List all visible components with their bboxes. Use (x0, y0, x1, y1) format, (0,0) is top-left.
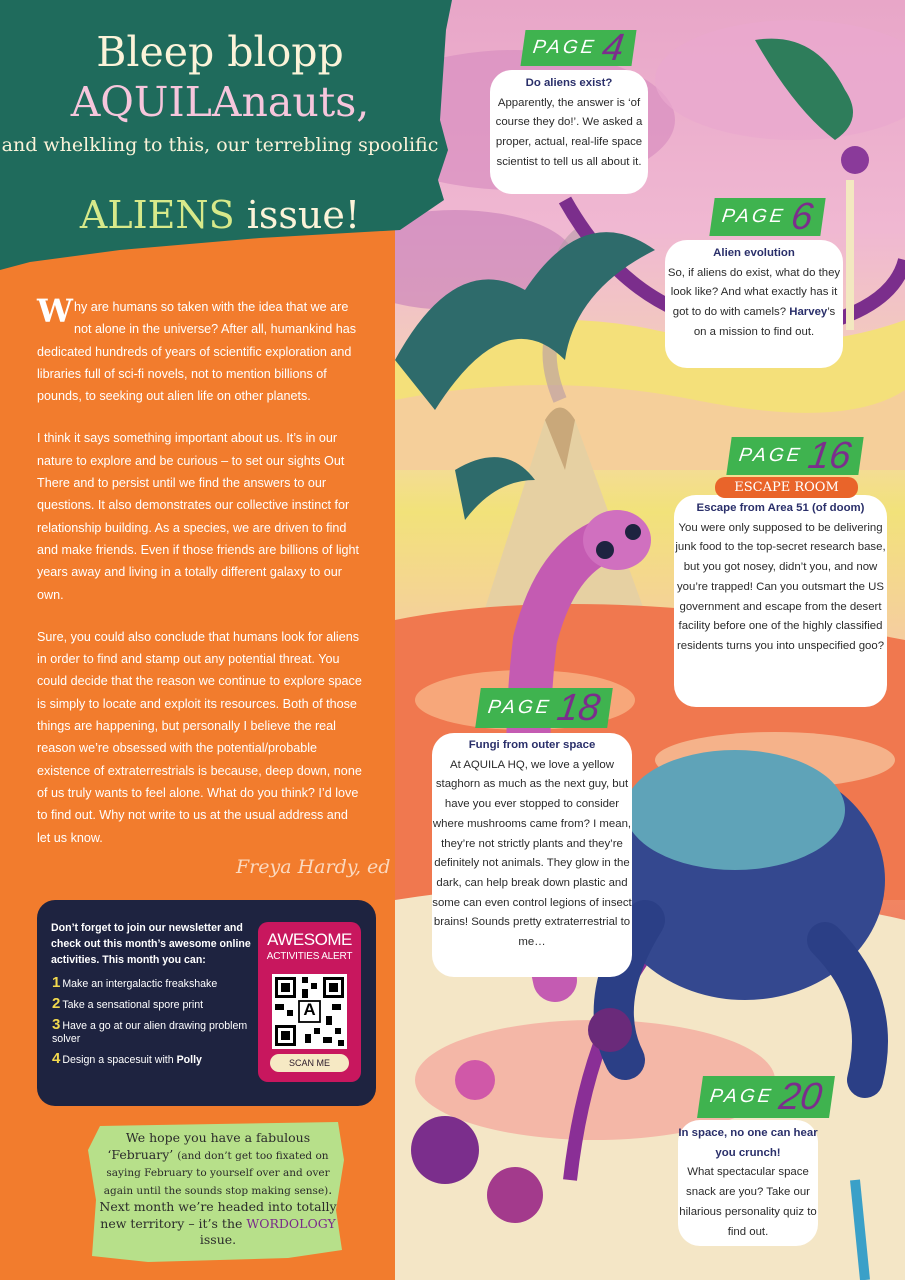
title-issue: issue! (234, 193, 361, 237)
page-label: PAGE (486, 697, 553, 718)
editorial-paragraph-1 (37, 292, 362, 407)
badge-subtitle: ACTIVITIES ALERT (266, 951, 353, 962)
item-text: Make an intergalactic freakshake (62, 978, 218, 990)
item-number: 4 (52, 1050, 61, 1067)
header-panel (0, 0, 452, 275)
page-6-bubble (665, 240, 843, 368)
item-number: 2 (52, 995, 61, 1012)
item-bold: Polly (176, 1054, 202, 1066)
item-text: Design a spacesuit with (62, 1054, 177, 1066)
scan-me-button[interactable]: SCAN ME (270, 1054, 349, 1072)
item-number: 3 (52, 1016, 61, 1033)
list-item (52, 1052, 252, 1067)
bubble-body: What spectacular space snack are you? Take our hilarious personality quiz to find out. (679, 1166, 817, 1238)
awesome-activities-badge[interactable] (258, 922, 361, 1082)
escape-room-badge: ESCAPE ROOM (715, 477, 858, 498)
page-18-bubble (432, 733, 632, 977)
editor-signature: Freya Hardy, ed (236, 856, 391, 878)
note-part-e: issue. (199, 1232, 237, 1247)
list-item (52, 997, 252, 1012)
page-number: 20 (776, 1076, 825, 1118)
page-20-tag[interactable] (697, 1076, 835, 1118)
item-number: 1 (52, 974, 61, 991)
drop-cap: W (37, 292, 73, 330)
body-part-b: ’s on a mission to find out. (693, 306, 836, 338)
page-4-bubble (490, 70, 648, 194)
closing-note (88, 1120, 346, 1262)
list-item (52, 1018, 252, 1046)
page-label: PAGE (720, 206, 787, 227)
page-label: PAGE (737, 445, 804, 466)
bubble-body: You were only supposed to be delivering junk food to the top-secret research base, but you got nosey, didn’t you, and now you’re trapped! Can you outsmart the US government and escape from the desert facility before one of the highly classified residents turns you into unspecified goo? (675, 521, 886, 652)
page-label: PAGE (708, 1086, 775, 1107)
page-number: 18 (554, 687, 603, 729)
harvey-name: Harvey (789, 306, 828, 319)
body-part-a: So, if aliens do exist, what do they look like? And what exactly has it got to do with camels? (667, 266, 841, 319)
page-label: PAGE (531, 37, 598, 58)
page-number: 16 (805, 435, 854, 477)
bubble-title: In space, no one can hear you crunch! (678, 1127, 818, 1159)
page-16-bubble (674, 495, 887, 707)
editorial-paragraph-2: I think it says something important about us. It’s in our nature to explore and be curious – to set our sights Out There and to persist until we find the answers to our questions. It also demonstrates our collective instinct for relationship building. As a species, we are driven to find and make friends. Even if those friends are billions of light years away and living in a totally different galaxy to our own. (37, 431, 360, 602)
list-item (52, 976, 252, 991)
qr-code[interactable] (272, 974, 347, 1049)
bubble-title: Alien evolution (713, 247, 795, 259)
bubble-title: Escape from Area 51 (of doom) (696, 502, 865, 514)
editorial-text (37, 292, 362, 869)
page-20-bubble (678, 1120, 818, 1246)
editorial-paragraph-3: Sure, you could also conclude that humans look for aliens in order to find and stamp out any potential threat. You could decide that the reason we continue to explore space is simply to locate and exploit its resources. Both of those things are happening, but personally I believe the real reason we’re obsessed with the potential/probable existence of extraterrestrials is because, deep down, none of us truly wants to feel alone. What do you think? I’d love to find out. Why not write to us at the usual address and let us know. (37, 629, 362, 845)
item-text: Have a go at our alien drawing problem solver (52, 1020, 248, 1045)
bubble-title: Fungi from outer space (468, 739, 596, 751)
bubble-title: Do aliens exist? (525, 77, 613, 89)
page-number: 6 (788, 196, 816, 238)
note-part-c: . Next month we’re headed into totally new territory – it’s the (99, 1181, 337, 1231)
title-line-1: Bleep blopp (96, 28, 344, 76)
bubble-body: At AQUILA HQ, we love a yellow staghorn as much as the next guy, but have you ever stopped to consider where mushrooms came from? I mean, they’re not strictly plants and they’re definitely not animals. They glow in the dark, can help break down plastic and some can even control legions of insect brains! Sounds pretty extraterrestrial to me… (432, 758, 632, 949)
bubble-body (665, 264, 843, 343)
qr-center-letter: A (303, 1000, 316, 1019)
title-line-3: and whelkling to this, our terrebling spoolific (1, 134, 439, 156)
activity-list (52, 976, 252, 1073)
page-16-tag[interactable] (726, 437, 863, 475)
title-line-4 (0, 193, 440, 237)
closing-note-text (98, 1130, 338, 1249)
title-aliens-highlight: ALIENS (79, 193, 235, 237)
page-18-tag[interactable] (475, 688, 612, 728)
item-text: Take a sensational spore print (62, 999, 204, 1011)
note-part-a: We hope you have a fabulous ‘February’ (107, 1130, 311, 1162)
page-6-tag[interactable] (709, 198, 825, 236)
note-part-b: (and don’t get too fixated on saying February to yourself over and over again until the sounds stop making sense) (103, 1149, 330, 1197)
wordology-highlight: WORDOLOGY (246, 1215, 336, 1231)
title-line-2: AQUILAnauts, (70, 78, 370, 126)
bubble-body: Apparently, the answer is ‘of course they do!’. We asked a proper, actual, real-life space scientist to tell us all about it. (495, 96, 643, 168)
page-4-tag[interactable] (520, 27, 636, 69)
newsletter-box (37, 900, 376, 1106)
newsletter-intro: Don’t forget to join our newsletter and check out this month’s awesome online activities. This month you can: (51, 922, 251, 966)
badge-title: AWESOME (267, 930, 352, 949)
page-number: 4 (599, 27, 627, 69)
paragraph-1-text: hy are humans so taken with the idea that we are not alone in the universe? After all, humankind has dedicated hundreds of years of scientific exploration and libraries full of sci-fi novels, not to mention billions of pounds, to seeking out alien life on other planets. (37, 300, 357, 404)
